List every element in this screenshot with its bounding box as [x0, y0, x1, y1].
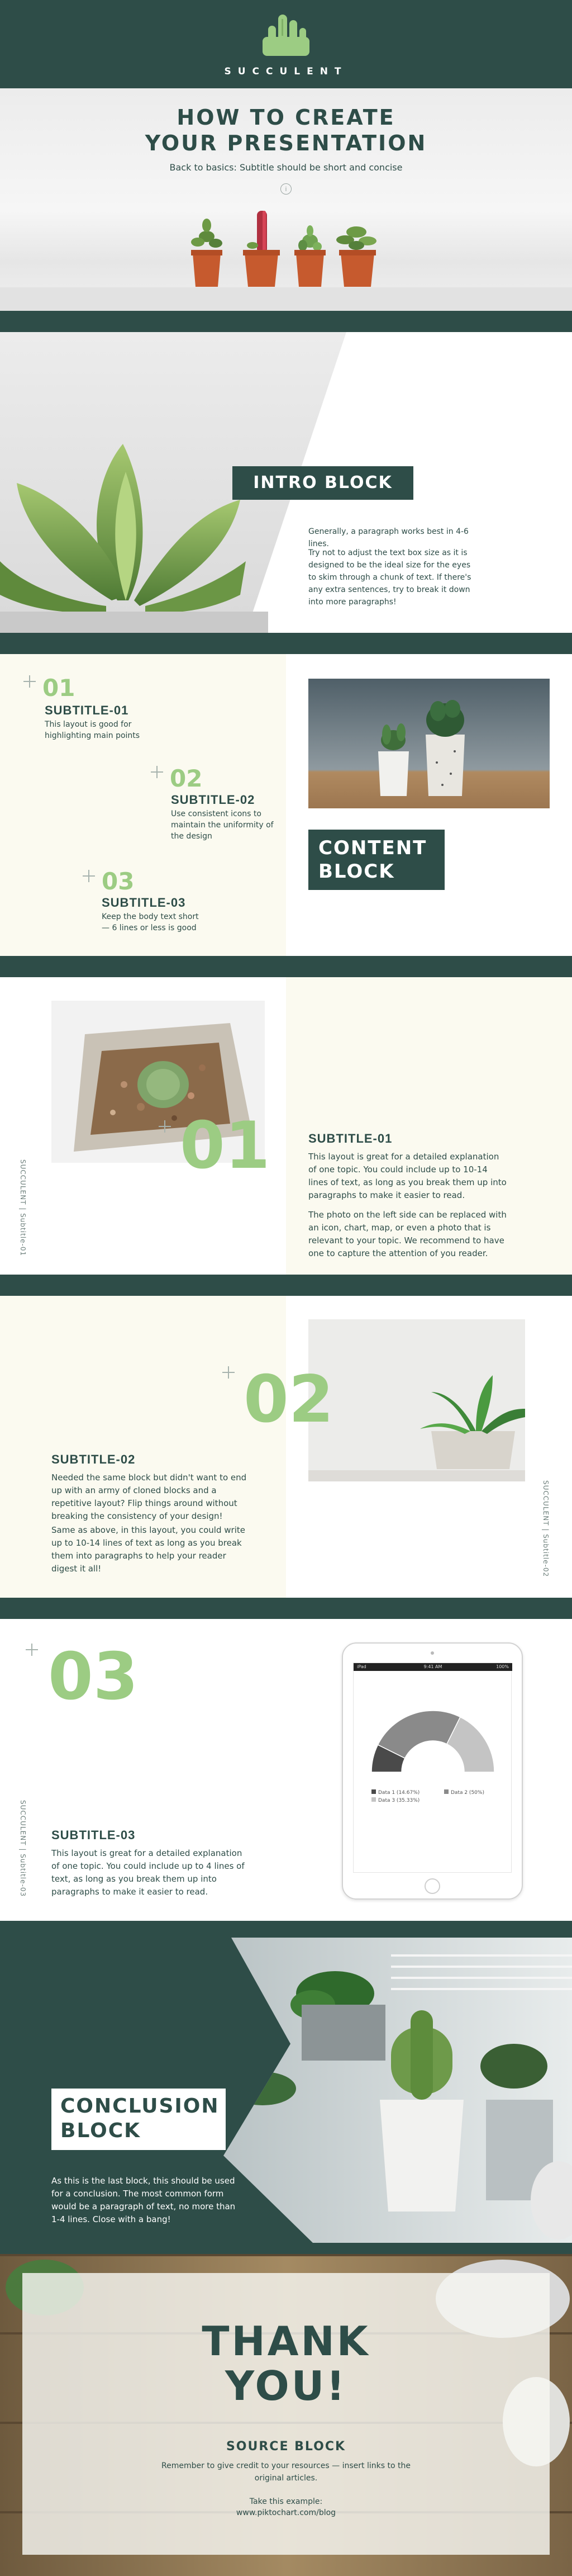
tablet-home-button	[425, 1878, 440, 1894]
content-subtitle-02: SUBTITLE-02	[171, 793, 255, 807]
section1-paragraph-1: This layout is great for a detailed explanation of one topic. You could include up to 10-14 lines of text, as long as you break them up into paragraphs to make it easier to read.	[308, 1152, 507, 1200]
semi-donut-chart	[366, 1702, 500, 1781]
example-label: Take this example:	[249, 2497, 323, 2506]
legend-label: Data 2 (50%)	[451, 1790, 484, 1796]
section2-num: 02	[244, 1362, 334, 1437]
conclusion-label-line1: CONCLUSION	[60, 2095, 220, 2118]
divider-1	[0, 311, 572, 332]
tablet-frame	[342, 1642, 523, 1900]
hero-subtitle: Back to basics: Subtitle should be short and concise	[169, 162, 403, 173]
conclusion-section	[0, 1921, 572, 2254]
section3-subtitle: SUBTITLE-03	[51, 1828, 136, 1842]
plus-icon	[159, 1120, 171, 1133]
divider-3	[0, 956, 572, 977]
shelf	[0, 287, 572, 311]
legend-label: Data 1 (14.67%)	[378, 1790, 420, 1796]
intro-paragraph-1: Generally, a paragraph works best in 4-6 lines.	[308, 527, 469, 548]
section2-paragraph-2: Same as above, in this layout, you could write up to 10-14 lines of text as long as you break them into paragraphs to help your reader digest it all!	[51, 1525, 245, 1574]
donut-slice-data-2	[378, 1711, 460, 1758]
intro-paragraph-2: Try not to adjust the text box size as it is designed to be the ideal size for the eyes to skim through a chunk of text. If there's any extra sentences, try to break it down into more paragraphs!	[308, 548, 471, 607]
hero-title-line2: YOUR PRESENTATION	[145, 131, 427, 155]
legend-item	[444, 1789, 484, 1796]
thanks-line1: THANK	[202, 2318, 370, 2365]
source-title: SOURCE BLOCK	[226, 2440, 346, 2454]
content-num-02: 02	[170, 765, 203, 792]
example-link[interactable]: www.piktochart.com/blog	[236, 2508, 336, 2517]
content-num-01: 01	[42, 674, 75, 702]
section1-side-label: SUCCULENT | Subtitle-01	[19, 1159, 27, 1257]
intro-section	[0, 332, 572, 633]
content-text-02: Use consistent icons to maintain the uniformity of the design	[171, 809, 274, 841]
status-left: iPad	[357, 1664, 366, 1669]
status-right: 100%	[496, 1664, 509, 1669]
content-text-03: Keep the body text short — 6 lines or less is good	[102, 912, 199, 932]
divider-5	[0, 1598, 572, 1619]
legend-label: Data 3 (35.33%)	[378, 1798, 420, 1803]
content-block-label	[308, 830, 445, 890]
plus-icon	[222, 1366, 235, 1379]
info-circle-icon: i	[280, 183, 292, 195]
plus-icon	[151, 766, 163, 778]
content-subtitle-03: SUBTITLE-03	[102, 896, 186, 910]
legend-item	[371, 1797, 420, 1803]
section1-subtitle: SUBTITLE-01	[308, 1131, 393, 1145]
content-block-label-line1: CONTENT	[318, 837, 427, 859]
section2-side-label: SUCCULENT | Subtitle-02	[542, 1480, 550, 1578]
conclusion-label-line2: BLOCK	[60, 2119, 141, 2142]
section3-paragraph-1: This layout is great for a detailed explanation of one topic. You could include up to 4 lines of text, as long as you break them up into paragraphs to make it easier to read.	[51, 1848, 245, 1897]
content-subtitle-01: SUBTITLE-01	[45, 703, 129, 717]
cactus-pots-photo	[308, 679, 550, 808]
section1-num: 01	[180, 1108, 270, 1183]
conclusion-label-box	[51, 2089, 226, 2150]
potted-cacti-illustration	[179, 209, 402, 290]
content-block-label-line2: BLOCK	[318, 860, 395, 883]
succulent-bowl-photo	[308, 1319, 525, 1481]
hero-section	[0, 88, 572, 311]
section2-subtitle: SUBTITLE-02	[51, 1452, 136, 1466]
source-text: Remember to give credit to your resources — insert links to the original articles.	[161, 2461, 411, 2483]
cactus-logo-icon	[257, 11, 315, 58]
hero-title-line1: HOW TO CREATE	[177, 105, 395, 130]
legend-swatch	[444, 1789, 449, 1794]
legend-swatch	[371, 1789, 376, 1794]
tablet-screen	[353, 1663, 512, 1873]
header-bar	[0, 0, 572, 88]
tablet-camera	[431, 1651, 434, 1655]
brand-name: SUCCULENT	[224, 66, 348, 77]
tablet-status-bar	[354, 1663, 512, 1671]
plus-icon	[23, 675, 36, 688]
divider-4	[0, 1275, 572, 1296]
section3-num: 03	[48, 1639, 139, 1715]
section2-paragraph-1: Needed the same block but didn't want to end up with an army of cloned blocks and a repetitive layout? Flip things around without breaking the consistency of your design!	[51, 1472, 247, 1521]
thanks-line2: YOU!	[225, 2362, 347, 2409]
plus-icon	[26, 1644, 38, 1656]
content-text-01: This layout is good for highlighting main points	[45, 720, 140, 740]
content-num-03: 03	[102, 868, 135, 895]
conclusion-text: As this is the last block, this should be used for a conclusion. The most common form would be a paragraph of text, no more than 1-4 lines. Close with a bang!	[51, 2176, 236, 2224]
section3-side-label: SUCCULENT | Subtitle-03	[19, 1800, 27, 1897]
status-center: 9:41 AM	[423, 1664, 442, 1669]
divider-2	[0, 633, 572, 654]
thanks-section	[0, 2254, 572, 2576]
legend-swatch	[371, 1797, 376, 1802]
plus-icon	[83, 870, 95, 882]
intro-block-label: INTRO BLOCK	[232, 466, 413, 500]
legend-item	[371, 1789, 420, 1796]
section1-paragraph-2: The photo on the left side can be replaced with an icon, chart, map, or even a photo that is relevant to your topic. We recommend to have one to capture the attention of you reader.	[308, 1210, 507, 1258]
